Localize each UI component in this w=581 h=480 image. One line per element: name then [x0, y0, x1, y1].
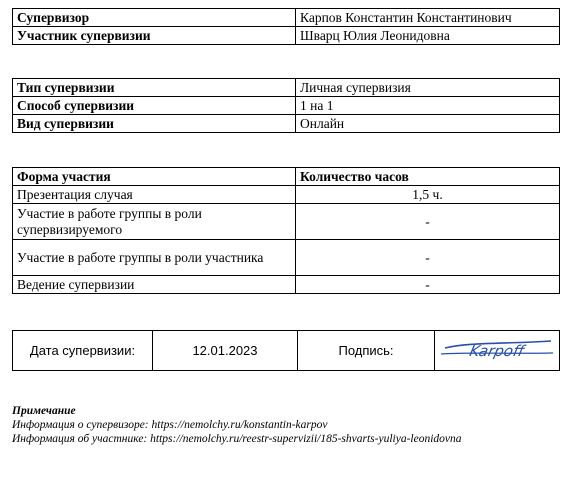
participant-value: Шварц Юлия Леонидовна: [296, 27, 560, 45]
hours-cell: -: [296, 240, 560, 276]
form-cell: Участие в работе группы в роли участника: [13, 240, 296, 276]
supervision-table: [12, 78, 560, 133]
signature-label: Подпись:: [298, 331, 435, 371]
table-row: [13, 97, 560, 115]
participant-label: Участник супервизии: [13, 27, 296, 45]
table-row: [13, 79, 560, 97]
date-label: Дата супервизии:: [13, 331, 153, 371]
supervision-kind-value: Онлайн: [296, 115, 560, 133]
form-cell: Презентация случая: [13, 186, 296, 204]
supervision-method-value: 1 на 1: [296, 97, 560, 115]
participation-table: [12, 167, 560, 294]
supervision-method-label: Способ супервизии: [13, 97, 296, 115]
table-row: [13, 186, 560, 204]
note-supervisor-info: Информация о супервизоре: https://nemolchy.ru/konstantin-karpov: [12, 419, 328, 431]
table-row: [13, 240, 560, 276]
table-row: [13, 27, 560, 45]
signature-cell: [435, 331, 560, 371]
supervision-type-label: Тип супервизии: [13, 79, 296, 97]
table-row: [13, 9, 560, 27]
svg-text:Karpoff: Karpoff: [467, 342, 526, 360]
date-value: 12.01.2023: [153, 331, 298, 371]
hours-cell: -: [296, 204, 560, 240]
table-header-row: [13, 168, 560, 186]
form-column-header: Форма участия: [13, 168, 296, 186]
table-row: [13, 115, 560, 133]
hours-cell: 1,5 ч.: [296, 186, 560, 204]
supervisor-value: Карпов Константин Константинович: [296, 9, 560, 27]
form-cell: Ведение супервизии: [13, 276, 296, 294]
supervisor-label: Супервизор: [13, 9, 296, 27]
note-participant-info: Информация об участнике: https://nemolchy.ru/reestr-supervizii/185-shvarts-yuliya-leonidovna: [12, 433, 462, 445]
form-cell: Участие в работе группы в роли супервизируемого: [13, 204, 296, 240]
table-row: [13, 331, 560, 371]
signature-icon: [439, 336, 557, 366]
people-table: [12, 8, 560, 45]
note-block: [12, 404, 572, 446]
supervision-type-value: Личная супервизия: [296, 79, 560, 97]
note-title: Примечание: [12, 405, 76, 417]
hours-column-header: Количество часов: [296, 168, 560, 186]
table-row: [13, 276, 560, 294]
signature-table: [12, 330, 560, 371]
supervision-kind-label: Вид супервизии: [13, 115, 296, 133]
table-row: [13, 204, 560, 240]
hours-cell: -: [296, 276, 560, 294]
